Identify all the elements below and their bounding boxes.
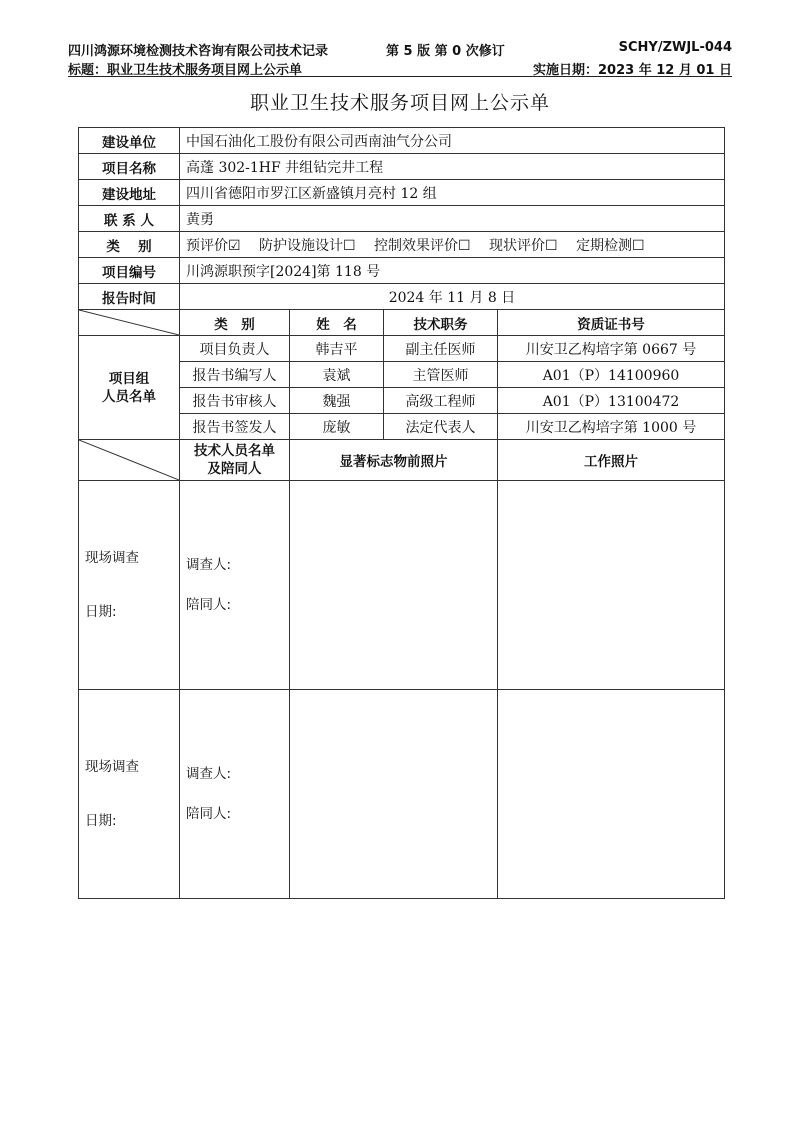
- work-photo-header: 工作照片: [498, 440, 725, 481]
- construction-unit-label: 建设单位: [79, 128, 180, 154]
- site-survey-label: 现场调查: [85, 759, 139, 775]
- personnel-header-name: 姓 名: [290, 310, 384, 336]
- category-pre-evaluation-checkbox[interactable]: 预评价☑: [186, 237, 241, 254]
- header-divider: [68, 76, 732, 77]
- category-control-effect-checkbox[interactable]: 控制效果评价☐: [374, 237, 471, 254]
- category-protection-design-checkbox[interactable]: 防护设施设计☐: [259, 237, 356, 254]
- version-info: 第 5 版 第 0 次修订: [386, 44, 505, 59]
- diagonal-line: [79, 440, 179, 480]
- personnel-certificate: A01（P）13100472: [498, 388, 725, 414]
- personnel-title: 高级工程师: [384, 388, 498, 414]
- category-status-evaluation-checkbox[interactable]: 现状评价☐: [489, 237, 558, 254]
- companion-label: 陪同人:: [186, 806, 232, 822]
- project-team-label-line1: 项目组: [108, 370, 150, 387]
- personnel-header-title: 技术职务: [384, 310, 498, 336]
- site-date-label: 日期:: [85, 813, 117, 829]
- landmark-photo-header: 显著标志物前照片: [290, 440, 498, 481]
- personnel-name: 韩吉平: [290, 336, 384, 362]
- survey-staff-cell: [180, 481, 290, 690]
- disclosure-form: [78, 127, 725, 899]
- investigator-label: 调查人:: [186, 766, 232, 782]
- staff-header-line1: 技术人员名单: [194, 443, 275, 459]
- diagonal-header-cell: [79, 310, 180, 336]
- category-periodic-test-checkbox[interactable]: 定期检测☐: [576, 237, 645, 254]
- project-team-label: [79, 336, 180, 440]
- category-label: 类 别: [79, 232, 180, 258]
- staff-header-line2: 及陪同人: [207, 461, 262, 477]
- personnel-header-certificate: 资质证书号: [498, 310, 725, 336]
- work-photo-area: [498, 481, 725, 690]
- diagonal-line: [79, 310, 179, 335]
- construction-unit-value: 中国石油化工股份有限公司西南油气分公司: [180, 128, 725, 154]
- project-no-label: 项目编号: [79, 258, 180, 284]
- contact-label: 联 系 人: [79, 206, 180, 232]
- personnel-header-category: 类 别: [180, 310, 290, 336]
- project-team-label-line2: 人员名单: [102, 388, 156, 405]
- report-time-label: 报告时间: [79, 284, 180, 310]
- header-title: 标题：职业卫生技术服务项目网上公示单: [68, 63, 303, 78]
- personnel-certificate: A01（P）14100960: [498, 362, 725, 388]
- project-no-value: 川鸿源职预字[2024]第 118 号: [180, 258, 725, 284]
- survey-site-label-cell: [79, 481, 180, 690]
- personnel-title: 法定代表人: [384, 414, 498, 440]
- category-options: [180, 232, 725, 258]
- personnel-role: 报告书签发人: [180, 414, 290, 440]
- report-time-value: 2024 年 11 月 8 日: [180, 284, 725, 310]
- page-title: 职业卫生技术服务项目网上公示单: [249, 92, 550, 114]
- personnel-title: 主管医师: [384, 362, 498, 388]
- effective-date: 实施日期：2023 年 12 月 01 日: [533, 63, 732, 78]
- diagonal-survey-cell: [79, 440, 180, 481]
- personnel-name: 袁斌: [290, 362, 384, 388]
- personnel-name: 庞敏: [290, 414, 384, 440]
- personnel-role: 项目负责人: [180, 336, 290, 362]
- personnel-title: 副主任医师: [384, 336, 498, 362]
- address-label: 建设地址: [79, 180, 180, 206]
- personnel-name: 魏强: [290, 388, 384, 414]
- personnel-role: 报告书审核人: [180, 388, 290, 414]
- contact-value: 黄勇: [180, 206, 725, 232]
- survey-staff-cell: [180, 690, 290, 899]
- project-name-value: 高蓬 302-1HF 井组钻完井工程: [180, 154, 725, 180]
- address-value: 四川省德阳市罗江区新盛镇月亮村 12 组: [180, 180, 725, 206]
- personnel-certificate: 川安卫乙构培字第 1000 号: [498, 414, 725, 440]
- staff-companion-header: [180, 440, 290, 481]
- landmark-photo-area: [290, 690, 498, 899]
- personnel-certificate: 川安卫乙构培字第 0667 号: [498, 336, 725, 362]
- companion-label: 陪同人:: [186, 597, 232, 613]
- personnel-role: 报告书编写人: [180, 362, 290, 388]
- company-record-title: 四川鸿源环境检测技术咨询有限公司技术记录: [68, 44, 329, 59]
- project-name-label: 项目名称: [79, 154, 180, 180]
- document-code: SCHY/ZWJL-044: [618, 40, 732, 55]
- site-survey-label: 现场调查: [85, 550, 139, 566]
- survey-site-label-cell: [79, 690, 180, 899]
- work-photo-area: [498, 690, 725, 899]
- site-date-label: 日期:: [85, 604, 117, 620]
- investigator-label: 调查人:: [186, 557, 232, 573]
- landmark-photo-area: [290, 481, 498, 690]
